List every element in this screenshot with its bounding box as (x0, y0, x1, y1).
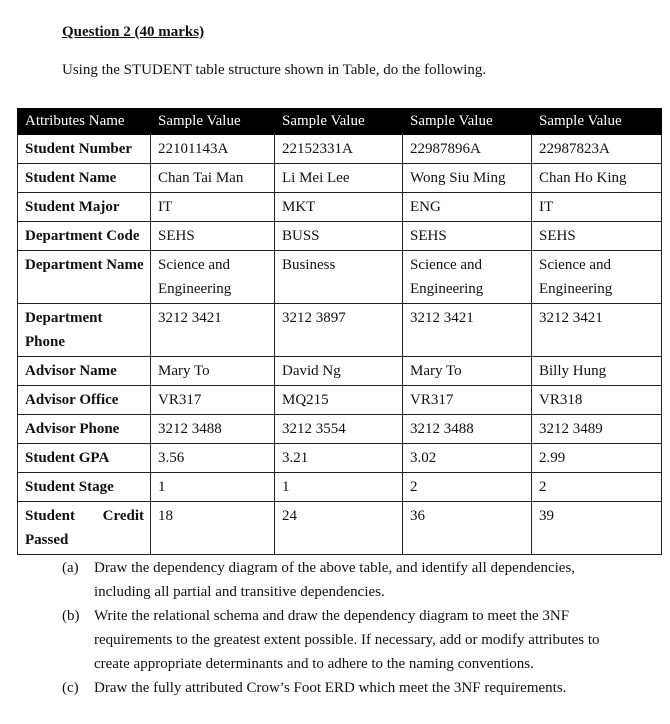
sample-value: 3.02 (403, 444, 532, 473)
sample-value: Science and Engineering (151, 251, 275, 304)
table-row (18, 473, 662, 502)
question-label: (b) (62, 608, 80, 624)
sample-value: 3212 3421 (532, 304, 662, 357)
sample-value: ENG (403, 193, 532, 222)
attribute-name: Department Phone (18, 304, 151, 357)
question-list (62, 556, 622, 700)
sample-value: Li Mei Lee (275, 164, 403, 193)
sample-value: Billy Hung (532, 357, 662, 386)
sample-value: Science and Engineering (532, 251, 662, 304)
sample-value: SEHS (403, 222, 532, 251)
sample-value: SEHS (151, 222, 275, 251)
sample-value: 1 (151, 473, 275, 502)
sample-value: 36 (403, 502, 532, 555)
sample-value: Chan Ho King (532, 164, 662, 193)
sample-value: 2 (403, 473, 532, 502)
sample-value: 3212 3488 (151, 415, 275, 444)
question-label: (a) (62, 560, 79, 576)
sample-value: 1 (275, 473, 403, 502)
attribute-name: Student Stage (18, 473, 151, 502)
sample-value: 3212 3554 (275, 415, 403, 444)
header-sample-value-2: Sample Value (275, 109, 403, 135)
table-row (18, 222, 662, 251)
table-row (18, 444, 662, 473)
table-row (18, 164, 662, 193)
sample-value: 39 (532, 502, 662, 555)
sample-value: 3.56 (151, 444, 275, 473)
header-sample-value-3: Sample Value (403, 109, 532, 135)
sample-value: BUSS (275, 222, 403, 251)
sample-value: 18 (151, 502, 275, 555)
header-sample-value-1: Sample Value (151, 109, 275, 135)
table-row (18, 304, 662, 357)
sample-value: 3212 3488 (403, 415, 532, 444)
table-row (18, 502, 662, 555)
student-table (17, 108, 662, 555)
table-row (18, 251, 662, 304)
sample-value: MQ215 (275, 386, 403, 415)
question-item-c (62, 676, 622, 700)
attribute-name: Department Name (18, 251, 151, 304)
sample-value: VR317 (151, 386, 275, 415)
question-text: Draw the dependency diagram of the above table, and identify all dependencies, including all partial and transitive dependencies. (94, 560, 576, 600)
attribute-name: Department Code (18, 222, 151, 251)
intro-text: Using the STUDENT table structure shown in Table, do the following. (62, 62, 487, 78)
table-row (18, 415, 662, 444)
sample-value: 22101143A (151, 135, 275, 164)
sample-value: Wong Siu Ming (403, 164, 532, 193)
sample-value: IT (151, 193, 275, 222)
table-row (18, 386, 662, 415)
sample-value: 3212 3421 (151, 304, 275, 357)
sample-value: Business (275, 251, 403, 304)
sample-value: David Ng (275, 357, 403, 386)
sample-value: Chan Tai Man (151, 164, 275, 193)
sample-value: VR318 (532, 386, 662, 415)
sample-value: IT (532, 193, 662, 222)
sample-value: 2.99 (532, 444, 662, 473)
table-header-row (18, 109, 662, 135)
question-heading: Question 2 (40 marks) (62, 24, 205, 40)
attribute-name: Student Credit Passed (18, 502, 151, 555)
question-text: Draw the fully attributed Crow’s Foot ERD which meet the 3NF requirements. (94, 680, 567, 696)
sample-value: Mary To (403, 357, 532, 386)
sample-value: Science and Engineering (403, 251, 532, 304)
attribute-name: Student Major (18, 193, 151, 222)
table-row (18, 135, 662, 164)
question-label: (c) (62, 680, 79, 696)
question-item-a (62, 556, 622, 604)
table-row (18, 193, 662, 222)
sample-value: 3212 3489 (532, 415, 662, 444)
sample-value: 2 (532, 473, 662, 502)
sample-value: 24 (275, 502, 403, 555)
question-text: Write the relational schema and draw the dependency diagram to meet the 3NF requirements to the greatest extent possible. If necessary, add or modify attributes to create appropriate determinants and to adhere to the naming conventions. (94, 608, 600, 672)
sample-value: Mary To (151, 357, 275, 386)
attribute-name: Student Number (18, 135, 151, 164)
sample-value: 22987823A (532, 135, 662, 164)
attribute-name: Advisor Name (18, 357, 151, 386)
sample-value: 22152331A (275, 135, 403, 164)
question-item-b (62, 604, 622, 676)
sample-value: 3.21 (275, 444, 403, 473)
sample-value: 22987896A (403, 135, 532, 164)
sample-value: MKT (275, 193, 403, 222)
attribute-name: Advisor Phone (18, 415, 151, 444)
attribute-name: Student Name (18, 164, 151, 193)
attribute-name: Student GPA (18, 444, 151, 473)
sample-value: 3212 3421 (403, 304, 532, 357)
sample-value: 3212 3897 (275, 304, 403, 357)
header-sample-value-4: Sample Value (532, 109, 662, 135)
table-row (18, 357, 662, 386)
sample-value: VR317 (403, 386, 532, 415)
sample-value: SEHS (532, 222, 662, 251)
header-attributes-name: Attributes Name (18, 109, 151, 135)
attribute-name: Advisor Office (18, 386, 151, 415)
